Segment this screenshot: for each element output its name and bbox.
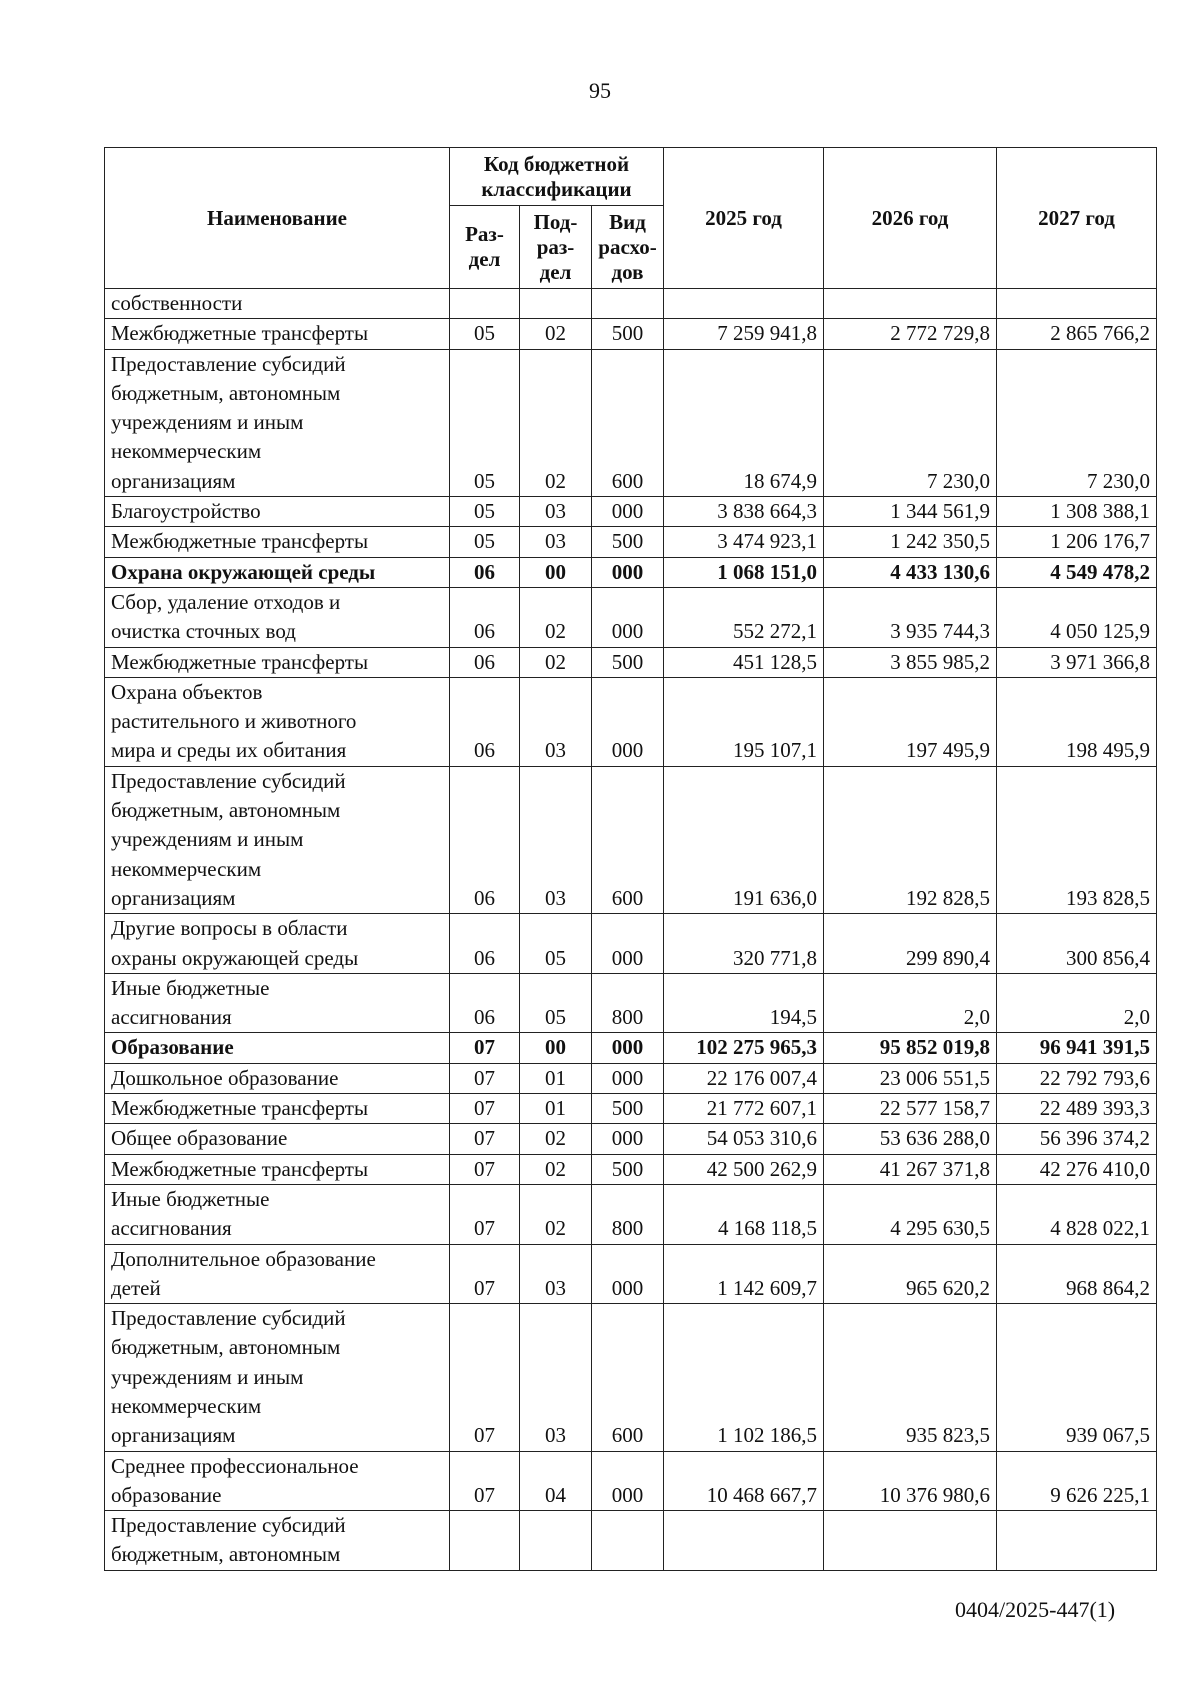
cell-subsection: 04 (520, 1451, 592, 1511)
cell-name: собственности (105, 289, 450, 319)
header-subsection: Под- раз- дел (520, 206, 592, 289)
cell-expense-type: 000 (592, 497, 664, 527)
cell-name: Предоставление субсидий бюджетным, автономным (105, 1511, 450, 1571)
cell-2027: 2 865 766,2 (997, 319, 1157, 349)
cell-subsection: 03 (520, 1244, 592, 1304)
cell-expense-type: 000 (592, 914, 664, 974)
cell-2025: 191 636,0 (664, 766, 824, 913)
cell-2025: 320 771,8 (664, 914, 824, 974)
table-row (105, 647, 1157, 677)
table-row (105, 1094, 1157, 1124)
cell-subsection: 01 (520, 1063, 592, 1093)
cell-name: Межбюджетные трансферты (105, 527, 450, 557)
header-name: Наименование (105, 148, 450, 289)
cell-2026: 10 376 980,6 (824, 1451, 997, 1511)
cell-name: Другие вопросы в области охраны окружающей среды (105, 914, 450, 974)
cell-2025: 7 259 941,8 (664, 319, 824, 349)
cell-subsection: 03 (520, 1304, 592, 1451)
cell-2026 (824, 289, 997, 319)
cell-section: 06 (450, 587, 520, 647)
page-number: 95 (589, 78, 611, 103)
cell-name: Предоставление субсидий бюджетным, автономным учреждениям и иным некоммерческим организациям (105, 349, 450, 496)
cell-expense-type (592, 289, 664, 319)
cell-2027 (997, 289, 1157, 319)
cell-name: Межбюджетные трансферты (105, 647, 450, 677)
document-id: 0404/2025-447(1) (955, 1597, 1116, 1622)
cell-2027: 1 308 388,1 (997, 497, 1157, 527)
cell-2026 (824, 1511, 997, 1571)
cell-2027: 2,0 (997, 973, 1157, 1033)
table-row (105, 349, 1157, 496)
cell-2026: 7 230,0 (824, 349, 997, 496)
cell-2025 (664, 1511, 824, 1571)
cell-2027: 22 792 793,6 (997, 1063, 1157, 1093)
header-code-group: Код бюджетной классификации (450, 148, 664, 206)
cell-section: 06 (450, 914, 520, 974)
cell-2027: 300 856,4 (997, 914, 1157, 974)
cell-section: 05 (450, 497, 520, 527)
cell-section: 07 (450, 1304, 520, 1451)
cell-expense-type: 000 (592, 1451, 664, 1511)
cell-expense-type: 800 (592, 973, 664, 1033)
cell-2027: 7 230,0 (997, 349, 1157, 496)
cell-2025: 102 275 965,3 (664, 1033, 824, 1063)
cell-2026: 3 935 744,3 (824, 587, 997, 647)
cell-2027 (997, 1511, 1157, 1571)
cell-expense-type: 000 (592, 1063, 664, 1093)
cell-expense-type: 000 (592, 1033, 664, 1063)
cell-subsection: 02 (520, 1184, 592, 1244)
cell-name: Межбюджетные трансферты (105, 319, 450, 349)
cell-2025: 3 838 664,3 (664, 497, 824, 527)
cell-2027: 22 489 393,3 (997, 1094, 1157, 1124)
header-year-2025: 2025 год (664, 148, 824, 289)
cell-section (450, 289, 520, 319)
header-expense-type: Вид расхо- дов (592, 206, 664, 289)
cell-subsection: 03 (520, 766, 592, 913)
cell-2026: 197 495,9 (824, 677, 997, 766)
cell-expense-type: 000 (592, 1124, 664, 1154)
cell-subsection: 03 (520, 677, 592, 766)
cell-2026: 3 855 985,2 (824, 647, 997, 677)
cell-name: Среднее профессиональное образование (105, 1451, 450, 1511)
cell-2025: 42 500 262,9 (664, 1154, 824, 1184)
cell-2025 (664, 289, 824, 319)
cell-subsection: 03 (520, 497, 592, 527)
cell-2026: 1 242 350,5 (824, 527, 997, 557)
cell-subsection: 02 (520, 319, 592, 349)
cell-2027: 3 971 366,8 (997, 647, 1157, 677)
cell-2025: 3 474 923,1 (664, 527, 824, 557)
cell-2026: 41 267 371,8 (824, 1154, 997, 1184)
table-row (105, 1184, 1157, 1244)
cell-section: 07 (450, 1244, 520, 1304)
cell-2027: 9 626 225,1 (997, 1451, 1157, 1511)
cell-name: Охрана объектов растительного и животного мира и среды их обитания (105, 677, 450, 766)
cell-expense-type: 600 (592, 766, 664, 913)
cell-2027: 4 828 022,1 (997, 1184, 1157, 1244)
cell-2026: 1 344 561,9 (824, 497, 997, 527)
cell-2027: 1 206 176,7 (997, 527, 1157, 557)
cell-subsection: 02 (520, 587, 592, 647)
table-row (105, 1154, 1157, 1184)
table-row (105, 1511, 1157, 1571)
cell-expense-type: 600 (592, 349, 664, 496)
cell-section: 06 (450, 677, 520, 766)
cell-name: Образование (105, 1033, 450, 1063)
cell-2027: 968 864,2 (997, 1244, 1157, 1304)
cell-2027: 198 495,9 (997, 677, 1157, 766)
cell-2025: 54 053 310,6 (664, 1124, 824, 1154)
cell-2026: 2 772 729,8 (824, 319, 997, 349)
cell-name: Межбюджетные трансферты (105, 1154, 450, 1184)
cell-subsection: 05 (520, 973, 592, 1033)
cell-2025: 451 128,5 (664, 647, 824, 677)
budget-table (104, 147, 1157, 1571)
cell-name: Иные бюджетные ассигнования (105, 1184, 450, 1244)
cell-2025: 1 142 609,7 (664, 1244, 824, 1304)
cell-2025: 4 168 118,5 (664, 1184, 824, 1244)
cell-name: Сбор, удаление отходов и очистка сточных вод (105, 587, 450, 647)
cell-expense-type: 500 (592, 647, 664, 677)
cell-2026: 4 295 630,5 (824, 1184, 997, 1244)
cell-section: 06 (450, 973, 520, 1033)
cell-subsection: 00 (520, 1033, 592, 1063)
cell-expense-type: 500 (592, 319, 664, 349)
cell-section: 07 (450, 1124, 520, 1154)
cell-section: 07 (450, 1094, 520, 1124)
cell-2026: 935 823,5 (824, 1304, 997, 1451)
cell-expense-type: 500 (592, 1154, 664, 1184)
cell-2027: 4 549 478,2 (997, 557, 1157, 587)
cell-2025: 195 107,1 (664, 677, 824, 766)
cell-2025: 1 068 151,0 (664, 557, 824, 587)
cell-2027: 42 276 410,0 (997, 1154, 1157, 1184)
cell-section: 07 (450, 1154, 520, 1184)
cell-2025: 194,5 (664, 973, 824, 1033)
table-row (105, 677, 1157, 766)
cell-2026: 192 828,5 (824, 766, 997, 913)
table-row (105, 527, 1157, 557)
cell-2026: 299 890,4 (824, 914, 997, 974)
table-row (105, 289, 1157, 319)
cell-expense-type: 000 (592, 1244, 664, 1304)
cell-2027: 193 828,5 (997, 766, 1157, 913)
cell-2027: 56 396 374,2 (997, 1124, 1157, 1154)
cell-expense-type: 000 (592, 677, 664, 766)
header-year-2027: 2027 год (997, 148, 1157, 289)
table-row (105, 1033, 1157, 1063)
cell-expense-type: 000 (592, 587, 664, 647)
cell-expense-type (592, 1511, 664, 1571)
cell-2027: 939 067,5 (997, 1304, 1157, 1451)
cell-subsection: 02 (520, 647, 592, 677)
cell-2026: 53 636 288,0 (824, 1124, 997, 1154)
cell-subsection: 02 (520, 1124, 592, 1154)
cell-subsection: 01 (520, 1094, 592, 1124)
cell-2025: 1 102 186,5 (664, 1304, 824, 1451)
table-row (105, 319, 1157, 349)
cell-section: 07 (450, 1184, 520, 1244)
table-row (105, 1124, 1157, 1154)
cell-section: 06 (450, 557, 520, 587)
cell-expense-type: 500 (592, 527, 664, 557)
cell-section: 06 (450, 766, 520, 913)
cell-2026: 23 006 551,5 (824, 1063, 997, 1093)
cell-name: Охрана окружающей среды (105, 557, 450, 587)
cell-expense-type: 500 (592, 1094, 664, 1124)
cell-name: Общее образование (105, 1124, 450, 1154)
table-row (105, 914, 1157, 974)
cell-name: Дополнительное образование детей (105, 1244, 450, 1304)
cell-name: Предоставление субсидий бюджетным, автономным учреждениям и иным некоммерческим организациям (105, 1304, 450, 1451)
cell-name: Дошкольное образование (105, 1063, 450, 1093)
cell-2026: 965 620,2 (824, 1244, 997, 1304)
cell-2025: 22 176 007,4 (664, 1063, 824, 1093)
header-year-2026: 2026 год (824, 148, 997, 289)
cell-section: 06 (450, 647, 520, 677)
table-row (105, 497, 1157, 527)
cell-section: 05 (450, 349, 520, 496)
cell-name: Межбюджетные трансферты (105, 1094, 450, 1124)
cell-subsection: 03 (520, 527, 592, 557)
table-row (105, 973, 1157, 1033)
table-row (105, 587, 1157, 647)
cell-subsection: 02 (520, 349, 592, 496)
cell-subsection (520, 1511, 592, 1571)
cell-2026: 22 577 158,7 (824, 1094, 997, 1124)
cell-2025: 552 272,1 (664, 587, 824, 647)
cell-section: 05 (450, 527, 520, 557)
table-row (105, 1063, 1157, 1093)
cell-section: 05 (450, 319, 520, 349)
cell-section (450, 1511, 520, 1571)
cell-name: Предоставление субсидий бюджетным, автономным учреждениям и иным некоммерческим организациям (105, 766, 450, 913)
cell-2026: 4 433 130,6 (824, 557, 997, 587)
cell-subsection (520, 289, 592, 319)
cell-2027: 96 941 391,5 (997, 1033, 1157, 1063)
cell-2025: 18 674,9 (664, 349, 824, 496)
cell-expense-type: 600 (592, 1304, 664, 1451)
cell-section: 07 (450, 1451, 520, 1511)
cell-name: Иные бюджетные ассигнования (105, 973, 450, 1033)
cell-2025: 21 772 607,1 (664, 1094, 824, 1124)
table-header (105, 148, 1157, 289)
table-row (105, 557, 1157, 587)
table-row (105, 766, 1157, 913)
cell-section: 07 (450, 1063, 520, 1093)
cell-expense-type: 000 (592, 557, 664, 587)
table-row (105, 1451, 1157, 1511)
cell-2026: 95 852 019,8 (824, 1033, 997, 1063)
table-body (105, 289, 1157, 1571)
header-section: Раз- дел (450, 206, 520, 289)
cell-subsection: 00 (520, 557, 592, 587)
cell-subsection: 02 (520, 1154, 592, 1184)
cell-2026: 2,0 (824, 973, 997, 1033)
cell-subsection: 05 (520, 914, 592, 974)
table-row (105, 1304, 1157, 1451)
cell-section: 07 (450, 1033, 520, 1063)
cell-2027: 4 050 125,9 (997, 587, 1157, 647)
table-row (105, 1244, 1157, 1304)
cell-name: Благоустройство (105, 497, 450, 527)
cell-2025: 10 468 667,7 (664, 1451, 824, 1511)
cell-expense-type: 800 (592, 1184, 664, 1244)
